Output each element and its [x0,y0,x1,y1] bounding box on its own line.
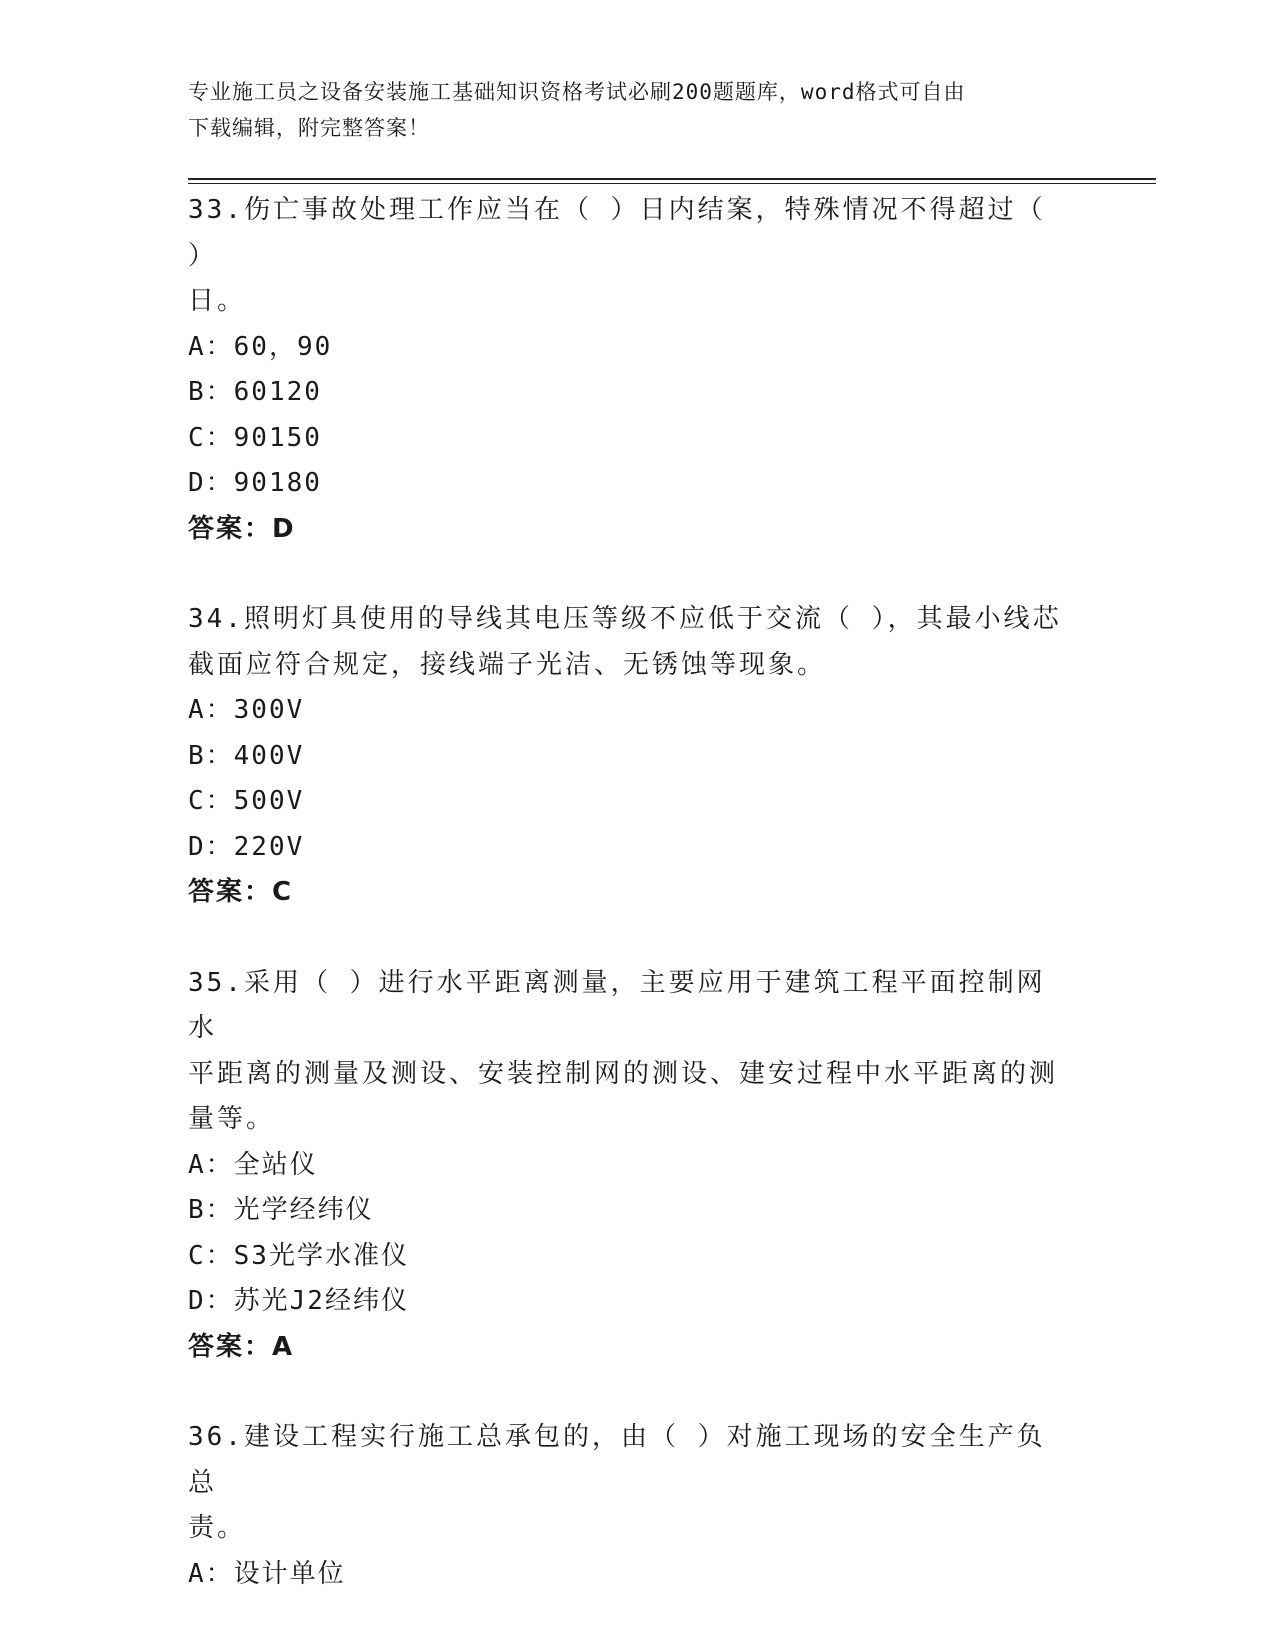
option-a: A：全站仪 [188,1149,318,1180]
answer: 答案：D [188,513,296,544]
question-36 [188,1415,1068,1597]
option-c: C：S3光学水准仪 [188,1240,409,1271]
question-text-line: 36.建设工程实行施工总承包的，由（ ）对施工现场的安全生产负总 [188,1422,1046,1498]
option-b: B：400V [188,740,305,771]
header-line-2: 下载编辑，附完整答案！ [188,116,430,140]
option-c: C：90150 [188,422,322,453]
option-a: A：60，90 [188,331,333,362]
question-33 [188,188,1068,552]
question-list [188,188,1068,1642]
question-text-line: 日。 [188,286,247,316]
header-line-1: 专业施工员之设备安装施工基础知识资格考试必刷200题题库，word格式可自由 [188,80,966,104]
question-35 [188,961,1068,1371]
header-divider-top [188,178,1156,180]
question-text-line: 截面应符合规定，接线端子光洁、无锈蚀等现象。 [188,649,827,680]
question-text-line: 量等。 [188,1104,276,1134]
document-header [188,74,1068,146]
question-text-line: 33.伤亡事故处理工作应当在（ ）日内结案，特殊情况不得超过（ ） [188,195,1046,271]
option-a: A：设计单位 [188,1558,346,1589]
option-b: B：光学经纬仪 [188,1195,374,1225]
option-d: D：220V [188,831,305,862]
question-34 [188,597,1068,916]
answer: 答案：A [188,1331,295,1362]
question-text-line: 责。 [188,1513,247,1543]
option-d: D：苏光J2经纬仪 [188,1286,409,1316]
option-b: B：60120 [188,377,322,407]
option-c: C：500V [188,786,305,816]
answer: 答案：C [188,877,294,907]
option-d: D：90180 [188,468,322,498]
question-text-line: 35.采用（ ）进行水平距离测量，主要应用于建筑工程平面控制网水 [188,967,1046,1043]
question-text-line: 平距离的测量及测设、安装控制网的测设、建安过程中水平距离的测 [188,1058,1059,1089]
option-a: A：300V [188,695,305,725]
question-text-line: 34.照明灯具使用的导线其电压等级不应低于交流（ ），其最小线芯 [188,604,1062,634]
header-divider-bottom [188,183,1156,184]
